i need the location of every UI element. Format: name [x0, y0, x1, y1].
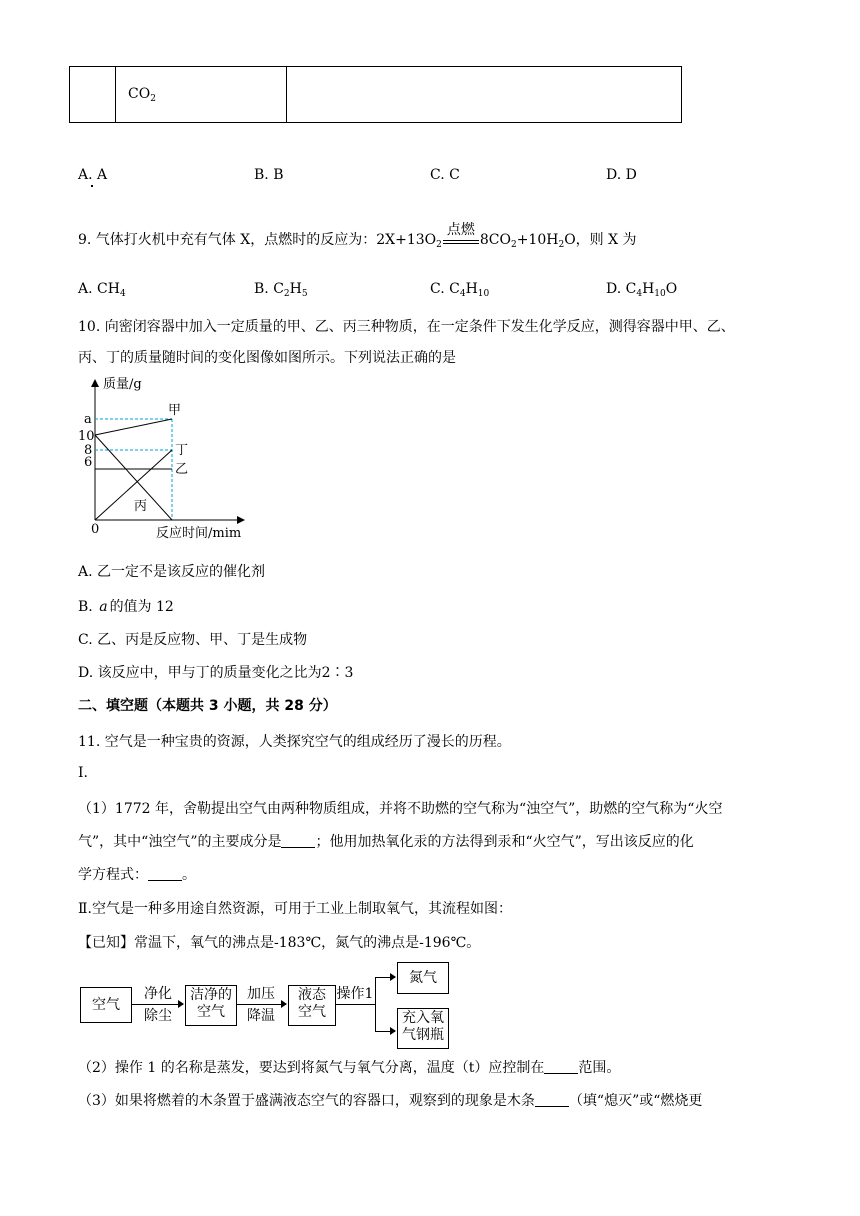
table-cell — [70, 67, 116, 123]
option-a[interactable]: A. A — [78, 167, 108, 183]
option-d[interactable]: D. D — [606, 167, 637, 183]
option-a[interactable]: A. $CH_4$ — [78, 281, 126, 299]
series-line-0 — [95, 419, 172, 435]
flow-label-cool: 降温 — [247, 1008, 275, 1024]
table-row — [70, 67, 682, 123]
q10-line1: 10. 向密闭容器中加入一定质量的甲、乙、丙三种物质，在一定条件下发生化学反应，测得容器中甲、乙、 — [78, 319, 735, 335]
mass-time-chart — [78, 374, 258, 546]
section-heading: 二、填空题（本题共 3 小题，共 28 分） — [78, 698, 337, 714]
flow-box-clean-air: 洁净的 空气 — [185, 985, 237, 1026]
flow-box-air: 空气 — [80, 987, 132, 1023]
flow-label-operation1: 操作1 — [336, 986, 374, 1002]
dot-mark — [91, 185, 93, 187]
arrowhead-icon — [390, 1027, 396, 1035]
table-cell-co2: $CO_2$ — [116, 67, 287, 123]
tick-label: 10 — [78, 429, 95, 444]
y-axis-label: 质量/g — [103, 377, 142, 392]
option-c[interactable]: C. C — [430, 167, 460, 183]
q11-q3: （3）如果将燃着的木条置于盛满液态空气的容器口，观察到的现象是木条 （填“熄灭”或“燃烧更 — [78, 1093, 703, 1109]
series-label-yi: 乙 — [175, 462, 189, 477]
flow-branch — [375, 977, 376, 1031]
answer-blank[interactable] — [544, 1061, 578, 1074]
arrowhead-icon — [178, 1000, 184, 1008]
flow-label-purify: 净化 — [144, 986, 172, 1002]
q9-stem: 9. 气体打火机中充有气体 X，点燃时的反应为：$2X+13O_2$ 点燃 $8CO_2+10H_2O$，则 X 为 — [78, 222, 637, 250]
answer-blank[interactable] — [281, 835, 315, 848]
flow-arrow — [236, 1004, 286, 1005]
flow-label-pressurize: 加压 — [247, 986, 275, 1002]
flow-arrow — [131, 1004, 183, 1005]
series-label-jia: 甲 — [168, 403, 182, 418]
q10-option-b[interactable]: B. a 的值为 12 — [78, 599, 174, 615]
answer-table — [69, 66, 682, 123]
option-b[interactable]: B. $C_2H_5$ — [254, 281, 308, 299]
option-b[interactable]: B. B — [254, 167, 284, 183]
q11-p1-line1: （1）1772 年，舍勒提出空气由两种物质组成，并将不助燃的空气称为“浊空气”，助燃的空气称为“火空 — [78, 801, 723, 817]
flow-label-dust: 除尘 — [144, 1008, 172, 1024]
table-cell — [287, 67, 682, 123]
option-d[interactable]: D. $C_4H_{10}O$ — [606, 281, 678, 299]
answer-blank[interactable] — [535, 1094, 569, 1107]
series-label-bing: 丙 — [134, 499, 148, 514]
q11-title: 11. 空气是一种宝贵的资源，人类探究空气的组成经历了漫长的历程。 — [78, 734, 511, 750]
q10-option-a[interactable]: A. 乙一定不是该反应的催化剂 — [78, 564, 266, 580]
q11-part1: Ⅰ. — [78, 765, 88, 781]
flow-box-liquid-air: 液态 空气 — [288, 985, 336, 1026]
arrowhead-icon — [390, 973, 396, 981]
flow-box-nitrogen: 氮气 — [397, 962, 449, 994]
q11-q2: （2）操作 1 的名称是蒸发，要达到将氮气与氧气分离，温度（t）应控制在 范围。 — [78, 1060, 621, 1076]
q10-option-d[interactable]: D. 该反应中，甲与丁的质量变化之比为2∶3 — [78, 665, 354, 681]
tick-label: 6 — [84, 455, 93, 470]
answer-blank[interactable] — [148, 868, 182, 881]
series-label-ding: 丁 — [175, 443, 189, 458]
q10-option-c[interactable]: C. 乙、丙是反应物、甲、丁是生成物 — [78, 632, 308, 648]
tick-label: a — [84, 412, 92, 427]
q11-p1-line3: 学方程式： 。 — [78, 867, 196, 883]
flow-box-oxygen-cylinder: 充入氧 气钢瓶 — [397, 1008, 449, 1049]
tick-label: 8 — [84, 443, 93, 458]
q9-options — [78, 281, 798, 299]
option-c[interactable]: C. $C_4H_{10}$ — [430, 281, 490, 299]
q11-known: 【已知】常温下，氧气的沸点是-183℃，氮气的沸点是-196℃。 — [78, 935, 481, 951]
flow-arrow — [335, 1004, 375, 1005]
arrowhead-icon — [281, 1000, 287, 1008]
reaction-condition: 点燃 — [443, 236, 479, 244]
q8-options — [78, 167, 798, 183]
q11-part2: Ⅱ.空气是一种多用途自然资源，可用于工业上制取氧气，其流程如图： — [78, 901, 512, 917]
q10-line2: 丙、丁的质量随时间的变化图像如图所示。下列说法正确的是 — [78, 350, 456, 366]
tick-label: 0 — [91, 522, 100, 537]
x-axis-label: 反应时间/mim — [156, 526, 242, 541]
q11-p1-line2: 气”，其中“浊空气”的主要成分是 ；他用加热氧化汞的方法得到汞和“火空气”，写出该反应的化 — [78, 834, 694, 850]
